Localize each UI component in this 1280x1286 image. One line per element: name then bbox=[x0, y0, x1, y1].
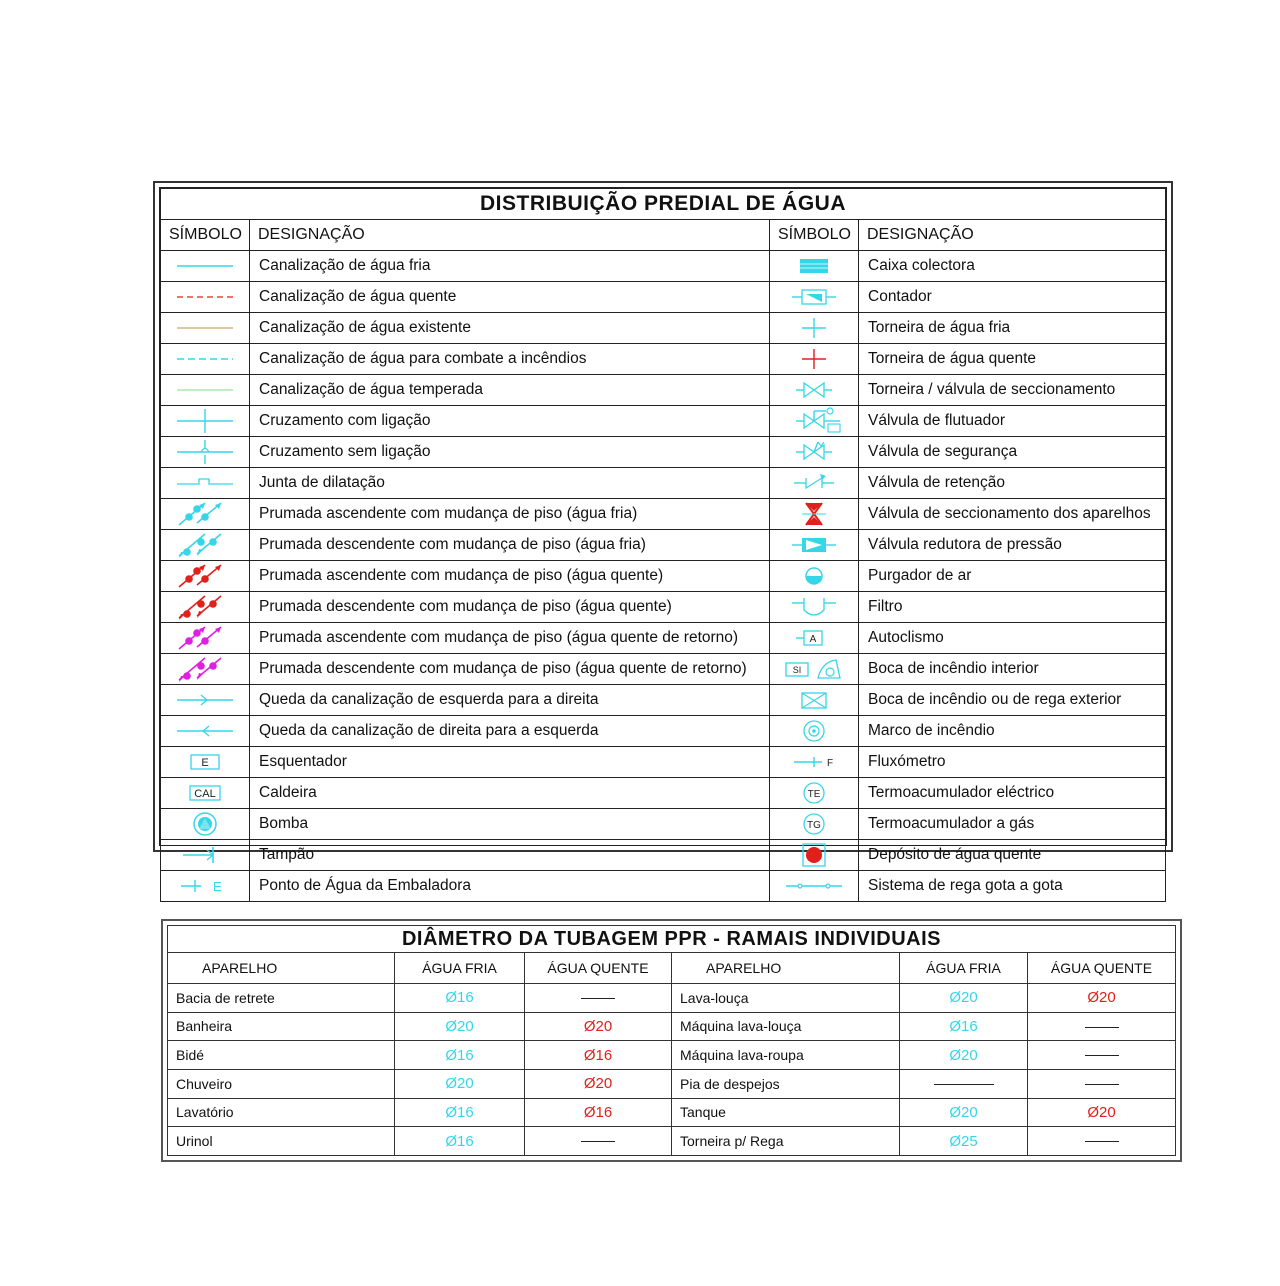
legend-symbol-cell bbox=[770, 654, 859, 685]
pressure-reducing-valve-icon bbox=[784, 530, 844, 560]
legend-designation: Válvula de segurança bbox=[859, 437, 1166, 468]
dash-mark bbox=[581, 1141, 615, 1142]
legend-row bbox=[161, 623, 1166, 654]
dash-mark bbox=[934, 1084, 994, 1085]
appliance-name: Lava-louça bbox=[672, 984, 900, 1013]
legend-row bbox=[161, 282, 1166, 313]
svg-text:A: A bbox=[809, 634, 817, 645]
header-appliance: APARELHO bbox=[672, 953, 900, 984]
hot-water-diameter: Ø16 bbox=[525, 1041, 672, 1070]
legend-designation: Prumada ascendente com mudança de piso (água quente de retorno) bbox=[250, 623, 770, 654]
legend-symbol-cell bbox=[770, 778, 859, 809]
cold-water-diameter: Ø16 bbox=[395, 1127, 525, 1156]
crossing-without-connection-icon bbox=[175, 437, 235, 467]
existing-water-line-icon bbox=[175, 313, 235, 343]
riser-up-cold-icon bbox=[175, 499, 235, 529]
legend-designation: Tampão bbox=[250, 840, 770, 871]
cold-water-diameter: Ø16 bbox=[395, 1041, 525, 1070]
legend-designation: Junta de dilatação bbox=[250, 468, 770, 499]
legend-symbol-cell bbox=[161, 809, 250, 840]
svg-text:SI: SI bbox=[792, 665, 802, 675]
legend-symbol-cell bbox=[161, 313, 250, 344]
appliance-name: Bacia de retrete bbox=[168, 984, 395, 1013]
legend-symbol-cell bbox=[161, 530, 250, 561]
table-row bbox=[168, 1127, 1176, 1156]
legend-designation: Bomba bbox=[250, 809, 770, 840]
not-applicable-dash bbox=[1028, 1012, 1176, 1041]
legend-symbol-cell bbox=[770, 623, 859, 654]
meter-icon bbox=[784, 282, 844, 312]
riser-up-hot-icon bbox=[175, 561, 235, 591]
legend-row bbox=[161, 375, 1166, 406]
cold-water-line-icon bbox=[175, 251, 235, 281]
diameter-table-title: DIÂMETRO DA TUBAGEM PPR - RAMAIS INDIVIDUAIS bbox=[168, 926, 1176, 953]
hot-water-diameter: Ø16 bbox=[525, 1098, 672, 1127]
appliance-name: Chuveiro bbox=[168, 1069, 395, 1098]
legend-designation: Contador bbox=[859, 282, 1166, 313]
legend-symbol-cell bbox=[161, 251, 250, 282]
legend-table bbox=[160, 188, 1166, 902]
svg-text:TG: TG bbox=[807, 820, 821, 831]
legend-row bbox=[161, 871, 1166, 902]
riser-down-return-icon bbox=[175, 654, 235, 684]
not-applicable-dash bbox=[1028, 1127, 1176, 1156]
legend-designation: Ponto de Água da Embaladora bbox=[250, 871, 770, 902]
legend-symbol-cell bbox=[770, 375, 859, 406]
legend-designation: Prumada descendente com mudança de piso (água quente) bbox=[250, 592, 770, 623]
hot-tap-icon bbox=[784, 344, 844, 374]
legend-symbol-cell bbox=[770, 282, 859, 313]
riser-down-hot-icon bbox=[175, 592, 235, 622]
electric-heater-icon bbox=[784, 778, 844, 808]
svg-text:E: E bbox=[213, 879, 222, 894]
table-row bbox=[168, 984, 1176, 1013]
fire-hose-cabinet-icon bbox=[784, 654, 844, 684]
check-valve-icon bbox=[784, 468, 844, 498]
legend-designation: Canalização de água temperada bbox=[250, 375, 770, 406]
legend-designation: Filtro bbox=[859, 592, 1166, 623]
legend-symbol-cell bbox=[770, 685, 859, 716]
legend-symbol-cell bbox=[770, 747, 859, 778]
legend-designation: Prumada ascendente com mudança de piso (água quente) bbox=[250, 561, 770, 592]
drip-irrigation-icon bbox=[784, 871, 844, 901]
legend-designation: Depósito de água quente bbox=[859, 840, 1166, 871]
legend-designation: Canalização de água fria bbox=[250, 251, 770, 282]
legend-symbol-cell bbox=[161, 468, 250, 499]
gas-heater-icon bbox=[784, 809, 844, 839]
fire-hydrant-icon bbox=[784, 716, 844, 746]
dash-mark bbox=[581, 998, 615, 999]
table-row bbox=[168, 1041, 1176, 1070]
legend-symbol-cell bbox=[770, 592, 859, 623]
legend-row bbox=[161, 251, 1166, 282]
legend-symbol-cell bbox=[770, 468, 859, 499]
legend-symbol-cell bbox=[161, 375, 250, 406]
legend-designation: Queda da canalização de esquerda para a direita bbox=[250, 685, 770, 716]
header-cold-water: ÁGUA FRIA bbox=[900, 953, 1028, 984]
legend-designation: Caixa colectora bbox=[859, 251, 1166, 282]
header-hot-water: ÁGUA QUENTE bbox=[525, 953, 672, 984]
collector-box-icon bbox=[784, 251, 844, 281]
appliance-name: Urinol bbox=[168, 1127, 395, 1156]
legend-row bbox=[161, 561, 1166, 592]
legend-symbol-cell bbox=[161, 778, 250, 809]
expansion-joint-icon bbox=[175, 468, 235, 498]
fire-water-line-icon bbox=[175, 344, 235, 374]
legend-symbol-cell bbox=[770, 530, 859, 561]
svg-text:F: F bbox=[826, 758, 834, 769]
not-applicable-dash bbox=[525, 1127, 672, 1156]
legend-designation: Torneira de água quente bbox=[859, 344, 1166, 375]
legend-symbol-cell bbox=[770, 561, 859, 592]
hot-water-line-icon bbox=[175, 282, 235, 312]
table-row bbox=[168, 1098, 1176, 1127]
legend-symbol-cell bbox=[770, 251, 859, 282]
legend-symbol-cell bbox=[161, 437, 250, 468]
legend-designation: Canalização de água quente bbox=[250, 282, 770, 313]
cap-icon bbox=[175, 840, 235, 870]
legend-symbol-cell bbox=[161, 561, 250, 592]
appliance-name: Tanque bbox=[672, 1098, 900, 1127]
appliance-name: Bidé bbox=[168, 1041, 395, 1070]
legend-header-designation: DESIGNAÇÃO bbox=[250, 220, 770, 251]
legend-row bbox=[161, 716, 1166, 747]
svg-text:CAL: CAL bbox=[194, 788, 216, 800]
legend-row bbox=[161, 809, 1166, 840]
legend-designation: Válvula de flutuador bbox=[859, 406, 1166, 437]
cold-water-diameter: Ø20 bbox=[395, 1069, 525, 1098]
cold-water-diameter: Ø16 bbox=[900, 1012, 1028, 1041]
dash-mark bbox=[1085, 1027, 1119, 1028]
tempered-water-line-icon bbox=[175, 375, 235, 405]
legend-row bbox=[161, 499, 1166, 530]
cold-water-diameter: Ø20 bbox=[900, 1098, 1028, 1127]
legend-row bbox=[161, 654, 1166, 685]
cold-water-diameter: Ø16 bbox=[395, 984, 525, 1013]
legend-row bbox=[161, 313, 1166, 344]
hot-water-diameter: Ø20 bbox=[1028, 984, 1176, 1013]
legend-designation: Válvula de retenção bbox=[859, 468, 1166, 499]
appliance-shutoff-valve-icon bbox=[784, 499, 844, 529]
legend-title: DISTRIBUIÇÃO PREDIAL DE ÁGUA bbox=[161, 189, 1166, 220]
hot-water-tank-icon bbox=[784, 840, 844, 870]
legend-symbol-cell bbox=[770, 499, 859, 530]
external-hydrant-icon bbox=[784, 685, 844, 715]
crossing-with-connection-icon bbox=[175, 406, 235, 436]
cistern-icon bbox=[784, 623, 844, 653]
legend-symbol-cell bbox=[770, 313, 859, 344]
riser-up-return-icon bbox=[175, 623, 235, 653]
legend-symbol-cell bbox=[770, 840, 859, 871]
cold-water-diameter: Ø20 bbox=[395, 1012, 525, 1041]
pipe-diameter-table-frame bbox=[161, 919, 1182, 1162]
not-applicable-dash bbox=[525, 984, 672, 1013]
float-valve-icon bbox=[784, 406, 844, 436]
legend-symbol-cell bbox=[770, 344, 859, 375]
legend-designation: Cruzamento com ligação bbox=[250, 406, 770, 437]
header-hot-water: ÁGUA QUENTE bbox=[1028, 953, 1176, 984]
legend-designation: Marco de incêndio bbox=[859, 716, 1166, 747]
legend-row bbox=[161, 437, 1166, 468]
header-cold-water: ÁGUA FRIA bbox=[395, 953, 525, 984]
legend-symbol-cell bbox=[161, 623, 250, 654]
legend-designation: Torneira / válvula de seccionamento bbox=[859, 375, 1166, 406]
legend-designation: Caldeira bbox=[250, 778, 770, 809]
legend-designation: Torneira de água fria bbox=[859, 313, 1166, 344]
legend-symbol-cell bbox=[161, 747, 250, 778]
legend-symbol-cell bbox=[161, 840, 250, 871]
pump-icon bbox=[175, 809, 235, 839]
cold-tap-icon bbox=[784, 313, 844, 343]
legend-inner-frame bbox=[159, 187, 1167, 894]
legend-designation: Esquentador bbox=[250, 747, 770, 778]
appliance-name: Máquina lava-roupa bbox=[672, 1041, 900, 1070]
legend-designation: Autoclismo bbox=[859, 623, 1166, 654]
legend-row bbox=[161, 344, 1166, 375]
dash-mark bbox=[1085, 1055, 1119, 1056]
appliance-name: Torneira p/ Rega bbox=[672, 1127, 900, 1156]
legend-designation: Boca de incêndio interior bbox=[859, 654, 1166, 685]
legend-designation: Termoacumulador eléctrico bbox=[859, 778, 1166, 809]
legend-designation: Sistema de rega gota a gota bbox=[859, 871, 1166, 902]
svg-text:E: E bbox=[201, 757, 209, 769]
legend-designation: Queda da canalização de direita para a esquerda bbox=[250, 716, 770, 747]
legend-designation: Cruzamento sem ligação bbox=[250, 437, 770, 468]
legend-designation: Prumada descendente com mudança de piso (água fria) bbox=[250, 530, 770, 561]
legend-header-designation: DESIGNAÇÃO bbox=[859, 220, 1166, 251]
legend-designation: Prumada descendente com mudança de piso (água quente de retorno) bbox=[250, 654, 770, 685]
drop-left-right-icon bbox=[175, 685, 235, 715]
legend-symbol-cell bbox=[161, 716, 250, 747]
dash-mark bbox=[1085, 1141, 1119, 1142]
legend-row bbox=[161, 778, 1166, 809]
legend-designation: Canalização de água existente bbox=[250, 313, 770, 344]
cold-water-diameter: Ø25 bbox=[900, 1127, 1028, 1156]
legend-designation: Válvula de seccionamento dos aparelhos bbox=[859, 499, 1166, 530]
not-applicable-dash bbox=[900, 1069, 1028, 1098]
flowmeter-icon bbox=[784, 747, 844, 777]
boiler-icon bbox=[175, 778, 235, 808]
legend-header-symbol: SÍMBOLO bbox=[161, 220, 250, 251]
legend-symbol-cell bbox=[770, 437, 859, 468]
appliance-name: Banheira bbox=[168, 1012, 395, 1041]
legend-designation: Prumada ascendente com mudança de piso (água fria) bbox=[250, 499, 770, 530]
riser-down-cold-icon bbox=[175, 530, 235, 560]
legend-symbol-cell bbox=[161, 685, 250, 716]
filter-icon bbox=[784, 592, 844, 622]
cold-water-diameter: Ø16 bbox=[395, 1098, 525, 1127]
legend-designation: Purgador de ar bbox=[859, 561, 1166, 592]
legend-row bbox=[161, 406, 1166, 437]
legend-row bbox=[161, 685, 1166, 716]
legend-symbol-cell bbox=[161, 344, 250, 375]
hot-water-diameter: Ø20 bbox=[525, 1069, 672, 1098]
legend-designation: Fluxómetro bbox=[859, 747, 1166, 778]
safety-valve-icon bbox=[784, 437, 844, 467]
header-appliance: APARELHO bbox=[168, 953, 395, 984]
legend-row bbox=[161, 592, 1166, 623]
dash-mark bbox=[1085, 1084, 1119, 1085]
legend-designation: Boca de incêndio ou de rega exterior bbox=[859, 685, 1166, 716]
table-row bbox=[168, 1012, 1176, 1041]
legend-row bbox=[161, 468, 1166, 499]
bottler-water-point-icon bbox=[175, 871, 235, 901]
legend-symbol-cell bbox=[770, 809, 859, 840]
legend-symbol-cell bbox=[161, 406, 250, 437]
legend-symbol-cell bbox=[161, 282, 250, 313]
water-heater-icon bbox=[175, 747, 235, 777]
legend-symbol-cell bbox=[770, 871, 859, 902]
legend-symbol-cell bbox=[770, 406, 859, 437]
appliance-name: Lavatório bbox=[168, 1098, 395, 1127]
legend-designation: Válvula redutora de pressão bbox=[859, 530, 1166, 561]
legend-designation: Canalização de água para combate a incêndios bbox=[250, 344, 770, 375]
legend-symbol-cell bbox=[161, 654, 250, 685]
cold-water-diameter: Ø20 bbox=[900, 1041, 1028, 1070]
not-applicable-dash bbox=[1028, 1069, 1176, 1098]
drop-right-left-icon bbox=[175, 716, 235, 746]
appliance-name: Pia de despejos bbox=[672, 1069, 900, 1098]
water-distribution-legend bbox=[153, 181, 1173, 894]
legend-row bbox=[161, 530, 1166, 561]
legend-symbol-cell bbox=[770, 716, 859, 747]
not-applicable-dash bbox=[1028, 1041, 1176, 1070]
legend-symbol-cell bbox=[161, 592, 250, 623]
air-vent-icon bbox=[784, 561, 844, 591]
svg-text:TE: TE bbox=[807, 789, 821, 800]
hot-water-diameter: Ø20 bbox=[525, 1012, 672, 1041]
cold-water-diameter: Ø20 bbox=[900, 984, 1028, 1013]
hot-water-diameter: Ø20 bbox=[1028, 1098, 1176, 1127]
appliance-name: Máquina lava-louça bbox=[672, 1012, 900, 1041]
legend-row bbox=[161, 840, 1166, 871]
legend-symbol-cell bbox=[161, 499, 250, 530]
legend-symbol-cell bbox=[161, 871, 250, 902]
shutoff-valve-icon bbox=[784, 375, 844, 405]
legend-designation: Termoacumulador a gás bbox=[859, 809, 1166, 840]
pipe-diameter-table bbox=[167, 925, 1176, 1156]
table-row bbox=[168, 1069, 1176, 1098]
legend-header-symbol: SÍMBOLO bbox=[770, 220, 859, 251]
legend-row bbox=[161, 747, 1166, 778]
